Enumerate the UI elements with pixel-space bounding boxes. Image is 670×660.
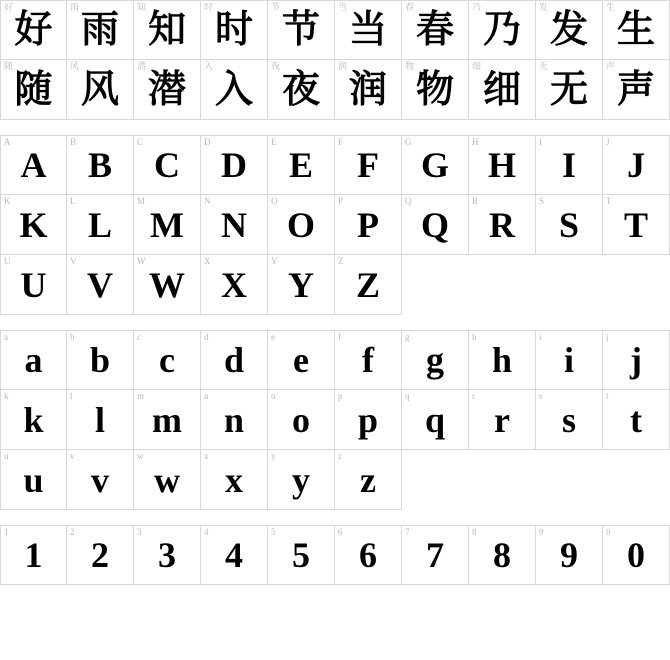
glyph-cell-character: R <box>489 204 515 245</box>
glyph-cell[interactable] <box>469 60 536 120</box>
glyph-cell-character: n <box>223 399 245 440</box>
glyph-cell-tag: O <box>271 196 278 206</box>
glyph-cell-character: 3 <box>158 535 176 575</box>
glyph-cell[interactable] <box>469 0 536 60</box>
glyph-cell-tag: 2 <box>70 527 75 537</box>
glyph-cell-character: 0 <box>627 535 645 575</box>
glyph-cell[interactable] <box>201 60 268 120</box>
glyph-cell-character: T <box>623 204 648 245</box>
glyph-cell-character: r <box>494 399 510 440</box>
glyph-cell[interactable] <box>0 60 67 120</box>
glyph-cell-tag: t <box>606 391 609 401</box>
glyph-cell[interactable] <box>402 135 469 195</box>
glyph-cell-character: N <box>221 204 247 245</box>
glyph-row <box>0 390 670 450</box>
glyph-cell-tag: U <box>4 256 11 266</box>
glyph-cell-tag: e <box>271 332 275 342</box>
glyph-cell-character: I <box>561 145 576 185</box>
glyph-cell-empty <box>603 255 670 315</box>
glyph-cell-tag: u <box>4 451 9 461</box>
glyph-cell-empty <box>402 450 469 510</box>
glyph-cell[interactable] <box>268 390 335 450</box>
glyph-cell[interactable] <box>268 450 335 510</box>
glyph-cell-tag: J <box>606 137 610 147</box>
glyph-cell-character: 无 <box>549 68 588 111</box>
glyph-cell[interactable] <box>603 0 670 60</box>
glyph-cell-character: j <box>630 340 642 380</box>
glyph-cell[interactable] <box>201 135 268 195</box>
glyph-cell[interactable] <box>469 195 536 255</box>
glyph-cell[interactable] <box>603 390 670 450</box>
glyph-row <box>0 135 670 195</box>
glyph-cell[interactable] <box>402 330 469 390</box>
glyph-cell-empty <box>603 450 670 510</box>
glyph-cell-tag: 声 <box>606 61 616 71</box>
glyph-cell[interactable] <box>335 135 402 195</box>
glyph-cell-character: z <box>360 459 376 500</box>
glyph-cell-empty <box>402 255 469 315</box>
glyph-cell-character: a <box>24 340 43 380</box>
glyph-cell-empty <box>536 255 603 315</box>
glyph-cell[interactable] <box>134 450 201 510</box>
glyph-cell[interactable] <box>335 0 402 60</box>
glyph-cell[interactable] <box>67 135 134 195</box>
glyph-cell-character: 发 <box>549 9 588 51</box>
glyph-cell[interactable] <box>134 255 201 315</box>
glyph-cell-tag: l <box>70 391 73 401</box>
glyph-cell-tag: 4 <box>204 527 209 537</box>
glyph-cell-empty <box>536 450 603 510</box>
glyph-cell[interactable] <box>268 255 335 315</box>
glyph-cell-character: 物 <box>415 68 454 111</box>
glyph-cell-tag: 润 <box>338 61 348 71</box>
glyph-cell-character: 2 <box>91 535 109 575</box>
glyph-cell-character: 好 <box>14 9 53 51</box>
glyph-cell[interactable] <box>268 0 335 60</box>
glyph-cell[interactable] <box>536 525 603 585</box>
glyph-cell-tag: S <box>539 196 545 206</box>
glyph-cell-empty <box>469 255 536 315</box>
glyph-cell-tag: w <box>137 451 144 461</box>
glyph-cell-tag: 3 <box>137 527 142 537</box>
glyph-cell-tag: T <box>606 196 612 206</box>
glyph-cell-character: 雨 <box>80 9 119 51</box>
glyph-cell-character: v <box>91 459 109 500</box>
glyph-cell-tag: 7 <box>405 527 410 537</box>
glyph-cell-character: 9 <box>560 535 578 575</box>
glyph-cell-character: 7 <box>426 535 444 575</box>
glyph-cell-tag: s <box>539 391 543 401</box>
glyph-cell-tag: A <box>4 137 11 147</box>
glyph-cell-character: 入 <box>214 68 253 111</box>
glyph-cell[interactable] <box>67 330 134 390</box>
glyph-cell[interactable] <box>268 330 335 390</box>
glyph-cell-tag: 0 <box>606 527 611 537</box>
glyph-cell-tag: z <box>338 451 342 461</box>
glyph-cell[interactable] <box>469 135 536 195</box>
glyph-cell[interactable] <box>67 195 134 255</box>
glyph-cell-character: D <box>221 145 247 185</box>
glyph-cell[interactable] <box>0 195 67 255</box>
glyph-cell[interactable] <box>402 0 469 60</box>
glyph-cell-character: 5 <box>292 535 310 575</box>
glyph-cell-tag: 乃 <box>472 2 482 12</box>
glyph-cell-character: 4 <box>225 535 243 575</box>
glyph-cell[interactable] <box>0 135 67 195</box>
glyph-cell-tag: Y <box>271 256 278 266</box>
glyph-cell[interactable] <box>201 255 268 315</box>
glyph-cell[interactable] <box>603 330 670 390</box>
glyph-cell-character: 8 <box>493 535 511 575</box>
glyph-cell-tag: P <box>338 196 344 206</box>
glyph-cell[interactable] <box>0 0 67 60</box>
glyph-cell-character: G <box>420 145 449 185</box>
glyph-cell-character: q <box>424 399 446 440</box>
glyph-cell-character: 当 <box>348 9 387 51</box>
glyph-cell[interactable] <box>67 0 134 60</box>
glyph-cell[interactable] <box>201 390 268 450</box>
glyph-cell-tag: 物 <box>405 61 415 71</box>
glyph-cell-tag: p <box>338 391 343 401</box>
glyph-cell-character: l <box>94 399 105 440</box>
glyph-cell[interactable] <box>335 525 402 585</box>
glyph-cell-tag: 夜 <box>271 61 281 71</box>
glyph-row <box>0 525 670 585</box>
glyph-cell-character: b <box>89 340 111 380</box>
glyph-row <box>0 0 670 60</box>
glyph-cell-character: 1 <box>24 535 43 575</box>
glyph-cell-tag: c <box>137 332 141 342</box>
glyph-cell-character: Z <box>355 264 380 305</box>
glyph-cell-character: g <box>426 340 444 380</box>
glyph-section-cjk <box>0 0 670 120</box>
glyph-cell-character: K <box>19 204 48 245</box>
glyph-cell-tag: 5 <box>271 527 276 537</box>
glyph-cell-tag: I <box>539 137 542 147</box>
glyph-cell-tag: n <box>204 391 209 401</box>
glyph-cell-character: 春 <box>415 9 454 51</box>
glyph-cell-tag: F <box>338 137 344 147</box>
glyph-cell-tag: b <box>70 332 75 342</box>
glyph-cell[interactable] <box>335 390 402 450</box>
glyph-cell-tag: Q <box>405 196 412 206</box>
glyph-cell[interactable] <box>67 60 134 120</box>
glyph-cell[interactable] <box>536 390 603 450</box>
glyph-cell[interactable] <box>402 525 469 585</box>
glyph-cell-tag: 潜 <box>137 61 147 71</box>
glyph-cell[interactable] <box>536 0 603 60</box>
glyph-cell[interactable] <box>335 195 402 255</box>
glyph-cell[interactable] <box>134 195 201 255</box>
glyph-cell-character: J <box>627 145 645 185</box>
glyph-cell-character: 潜 <box>147 68 186 111</box>
glyph-cell[interactable] <box>536 60 603 120</box>
glyph-cell-character: d <box>223 340 245 380</box>
glyph-cell[interactable] <box>201 525 268 585</box>
glyph-cell-tag: V <box>70 256 77 266</box>
glyph-cell[interactable] <box>402 195 469 255</box>
glyph-cell-character: 随 <box>14 68 53 111</box>
glyph-cell-tag: 9 <box>539 527 544 537</box>
glyph-cell[interactable] <box>268 135 335 195</box>
glyph-cell[interactable] <box>603 525 670 585</box>
glyph-cell[interactable] <box>67 255 134 315</box>
glyph-cell-character: k <box>23 399 44 440</box>
glyph-cell[interactable] <box>0 450 67 510</box>
glyph-cell-tag: R <box>472 196 479 206</box>
glyph-cell-tag: 入 <box>204 61 214 71</box>
glyph-cell[interactable] <box>134 390 201 450</box>
glyph-cell[interactable] <box>335 60 402 120</box>
glyph-cell-character: O <box>286 204 315 245</box>
glyph-cell-tag: L <box>70 196 76 206</box>
glyph-cell-tag: 春 <box>405 2 415 12</box>
glyph-cell-character: 夜 <box>281 68 320 111</box>
glyph-cell-tag: d <box>204 332 209 342</box>
glyph-cell-character: x <box>225 459 243 500</box>
glyph-cell[interactable] <box>201 330 268 390</box>
glyph-cell-character: w <box>154 459 180 500</box>
glyph-cell-tag: Z <box>338 256 344 266</box>
glyph-cell[interactable] <box>603 135 670 195</box>
glyph-cell[interactable] <box>0 330 67 390</box>
glyph-cell-tag: 随 <box>4 61 14 71</box>
glyph-cell-character: t <box>630 399 642 440</box>
glyph-cell-character: 润 <box>348 68 387 111</box>
section-gap <box>0 315 670 330</box>
glyph-cell-tag: X <box>204 256 211 266</box>
glyph-row <box>0 60 670 120</box>
glyph-cell-tag: 当 <box>338 2 348 12</box>
glyph-cell[interactable] <box>134 330 201 390</box>
glyph-cell-character: 知 <box>147 9 186 51</box>
glyph-cell-character: M <box>150 204 184 245</box>
glyph-cell-character: H <box>487 145 516 185</box>
glyph-cell-tag: y <box>271 451 276 461</box>
glyph-cell-character: F <box>357 145 379 185</box>
glyph-cell-character: B <box>87 145 112 185</box>
glyph-cell[interactable] <box>67 450 134 510</box>
glyph-cell-tag: 6 <box>338 527 343 537</box>
glyph-cell[interactable] <box>603 60 670 120</box>
glyph-cell[interactable] <box>268 60 335 120</box>
glyph-cell-tag: v <box>70 451 75 461</box>
glyph-cell-character: c <box>159 340 175 380</box>
glyph-cell-character: P <box>357 204 379 245</box>
glyph-cell-character: E <box>288 145 313 185</box>
glyph-section-uppercase <box>0 135 670 315</box>
glyph-cell-character: Y <box>288 264 314 305</box>
glyph-cell-tag: D <box>204 137 211 147</box>
glyph-cell-character: 声 <box>616 68 655 111</box>
glyph-cell-tag: 知 <box>137 2 147 12</box>
glyph-cell-character: W <box>149 264 185 305</box>
glyph-cell-tag: r <box>472 391 475 401</box>
glyph-cell[interactable] <box>201 195 268 255</box>
glyph-cell[interactable] <box>0 525 67 585</box>
glyph-cell-tag: W <box>137 256 146 266</box>
glyph-cell[interactable] <box>134 0 201 60</box>
glyph-cell[interactable] <box>335 255 402 315</box>
glyph-cell-empty <box>469 450 536 510</box>
glyph-cell-tag: a <box>4 332 8 342</box>
glyph-cell-character: U <box>20 264 47 305</box>
glyph-cell[interactable] <box>134 525 201 585</box>
glyph-cell-character: u <box>23 459 44 500</box>
glyph-cell[interactable] <box>536 135 603 195</box>
glyph-cell-character: S <box>558 204 580 245</box>
glyph-cell-tag: 细 <box>472 61 482 71</box>
glyph-cell[interactable] <box>536 195 603 255</box>
glyph-cell-character: 乃 <box>482 9 521 51</box>
glyph-cell[interactable] <box>335 330 402 390</box>
glyph-cell[interactable] <box>603 195 670 255</box>
glyph-cell[interactable] <box>402 60 469 120</box>
glyph-cell-character: e <box>293 340 309 380</box>
glyph-cell-tag: 发 <box>539 2 549 12</box>
glyph-cell-character: X <box>221 264 247 305</box>
glyph-row <box>0 255 670 315</box>
glyph-cell[interactable] <box>536 330 603 390</box>
glyph-cell-character: V <box>87 264 113 305</box>
glyph-cell-tag: 雨 <box>70 2 80 12</box>
glyph-cell[interactable] <box>134 60 201 120</box>
glyph-cell-character: Q <box>420 204 449 245</box>
glyph-cell-character: s <box>561 399 576 440</box>
glyph-cell-character: 风 <box>80 68 119 111</box>
glyph-cell-tag: 风 <box>70 61 80 71</box>
glyph-cell-character: y <box>292 459 310 500</box>
glyph-cell-tag: M <box>137 196 146 206</box>
glyph-cell-tag: 无 <box>539 61 549 71</box>
glyph-cell[interactable] <box>134 135 201 195</box>
glyph-cell-tag: f <box>338 332 341 342</box>
glyph-cell-tag: C <box>137 137 144 147</box>
glyph-cell-tag: m <box>137 391 145 401</box>
glyph-cell-tag: h <box>472 332 477 342</box>
glyph-cell-character: 6 <box>359 535 377 575</box>
glyph-cell-tag: G <box>405 137 412 147</box>
glyph-cell-character: 细 <box>482 68 521 111</box>
glyph-cell-tag: q <box>405 391 410 401</box>
glyph-row <box>0 195 670 255</box>
glyph-cell-character: o <box>292 399 310 440</box>
glyph-cell-tag: o <box>271 391 276 401</box>
glyph-cell-character: 时 <box>214 9 253 51</box>
glyph-cell[interactable] <box>469 390 536 450</box>
glyph-cell-tag: N <box>204 196 211 206</box>
glyph-cell-tag: 节 <box>271 2 281 12</box>
glyph-section-lowercase <box>0 330 670 510</box>
glyph-cell[interactable] <box>402 390 469 450</box>
glyph-cell-character: L <box>87 204 112 245</box>
glyph-cell-tag: j <box>606 332 609 342</box>
glyph-cell-tag: 生 <box>606 2 616 12</box>
glyph-section-digits <box>0 525 670 585</box>
glyph-cell[interactable] <box>469 525 536 585</box>
glyph-cell-tag: B <box>70 137 77 147</box>
glyph-cell-tag: 1 <box>4 527 9 537</box>
glyph-cell-character: h <box>491 340 513 380</box>
glyph-cell-character: f <box>362 340 374 380</box>
glyph-cell[interactable] <box>335 450 402 510</box>
glyph-cell[interactable] <box>268 195 335 255</box>
glyph-row <box>0 450 670 510</box>
glyph-cell-tag: k <box>4 391 9 401</box>
glyph-cell-character: p <box>357 399 379 440</box>
glyph-cell[interactable] <box>201 450 268 510</box>
glyph-cell-character: C <box>154 145 180 185</box>
glyph-cell[interactable] <box>201 0 268 60</box>
glyph-cell-tag: H <box>472 137 479 147</box>
glyph-cell-tag: 8 <box>472 527 477 537</box>
glyph-cell-tag: 好 <box>4 2 14 12</box>
glyph-cell-tag: 时 <box>204 2 214 12</box>
glyph-cell[interactable] <box>67 390 134 450</box>
section-gap <box>0 120 670 135</box>
glyph-row <box>0 330 670 390</box>
glyph-cell-tag: E <box>271 137 277 147</box>
glyph-cell-tag: i <box>539 332 542 342</box>
glyph-cell[interactable] <box>67 525 134 585</box>
glyph-cell[interactable] <box>469 330 536 390</box>
section-gap <box>0 510 670 525</box>
glyph-cell-tag: x <box>204 451 209 461</box>
glyph-cell-character: A <box>20 145 47 185</box>
glyph-cell[interactable] <box>0 255 67 315</box>
glyph-cell-character: 生 <box>616 9 655 51</box>
glyph-cell-character: i <box>563 340 574 380</box>
glyph-cell-character: 节 <box>281 9 320 51</box>
glyph-cell-tag: K <box>4 196 11 206</box>
glyph-cell[interactable] <box>0 390 67 450</box>
glyph-cell[interactable] <box>268 525 335 585</box>
glyph-cell-character: m <box>152 399 182 440</box>
glyph-cell-tag: g <box>405 332 410 342</box>
